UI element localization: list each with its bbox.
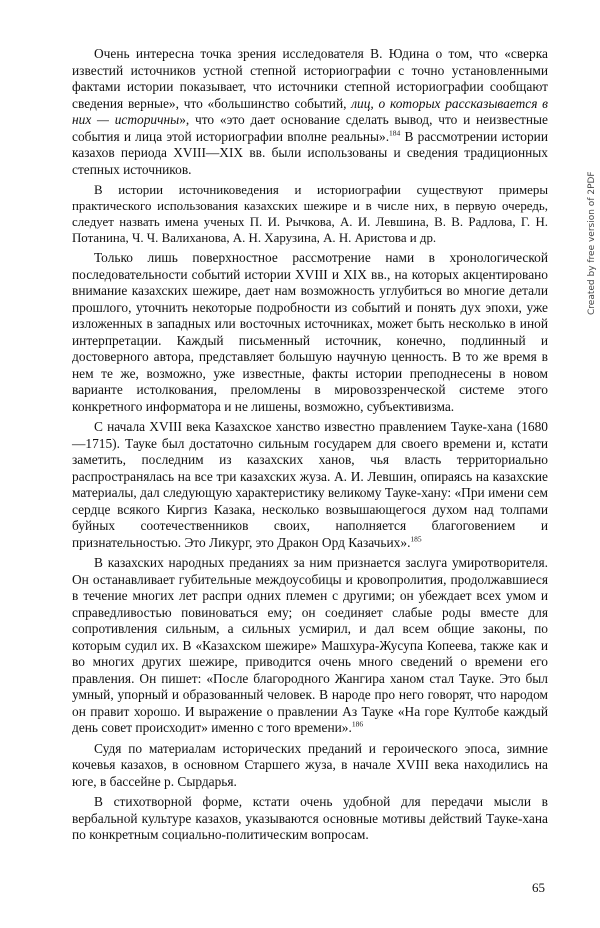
paragraph-2-text: В истории источниковедения и историографии существуют примеры практического использования казахских шежире и в числе них, в первую очередь, следует назвать имена ученых П. И. Рычкова, А. И. Левшина, В. В. Радлова, Г. Н. Потанина, Ч. Ч. Валиханова, А. Н. Харузина, А. Н. Аристова и др. xyxy=(72,183,548,245)
paragraph-2 xyxy=(72,182,548,246)
paragraph-4 xyxy=(72,419,548,551)
paragraph-1-text-c: В рассмотрении истории казахов периода XVIII—XIX вв. были использованы и сведения традиционных степных источников. xyxy=(72,128,548,177)
page-body xyxy=(72,46,548,848)
footnote-ref-186: 186 xyxy=(351,719,364,729)
page-number: 65 xyxy=(532,880,545,895)
paragraph-7 xyxy=(72,794,548,844)
paragraph-3-text: Только лишь поверхностное рассмотрение нами в хронологической последовательности событий истории XVIII и XIX вв., на которых акцентировано внимание казахских шежире, дает нам возможность углубиться во многие детали прошлого, уточнить некоторые подробности из событий и понять дух эпохи, уже изложенных в западных или восточных источниках, может быть несколько в иной интерпретации. Каждый письменный источник, конечно, подлинный и достоверного автора, представляет большую научную ценность. В то же время в нем те же, возможно, уже известные, факты истории преподнесены в новом варианте истолкования, преломлены в мировоззренческой системе этого конкретного информатора и не лишены, возможно, субъективизма. xyxy=(72,250,548,414)
paragraph-1-text-a: Очень интересна точка зрения исследователя В. Юдина о том, что «сверка известий источников устной степной историографии с точно установленными фактами истории показывает, что источники степной историографии сообщают сведения верные», что «большинство событий, xyxy=(72,46,548,111)
paragraph-6 xyxy=(72,741,548,791)
footnote-ref-185: 185 xyxy=(410,534,422,544)
paragraph-4-text: С начала XVIII века Казахское ханство известно правлением Тауке-хана (1680—1715). Тауке был достаточно сильным государем для своего времени и, кстати заметить, последним из казахских ханов, чья власть территориально распространялась на все три казахских жуза. А. И. Левшин, опираясь на казахские материалы, дал следующую характеристику великому Тауке-хану: «При имени сем сердце всякого Киргиз Казака, несколько возвышающегося духом над толпами буйных соотечественников своих, наполняется благоговением и признательностью. Это Ликург, это Дракон Орд Казачьих». xyxy=(72,419,548,550)
paragraph-5-text: В казахских народных преданиях за ним признается заслуга умиротворителя. Он останавливает губительные междоусобицы и кровопролития, продолжавшиеся в течение многих лет распри одних племен с другими; он убеждает всех умом и справедливостью повиноваться ему; он соединяет слабые роды вместе для сопротивления сильным, а сильных усмирил, и дал всем общие законы, по которым судил их. В «Казахском шежире» Машхура-Жусупа Копеева, также как и во многих других шежире, приводится очень много сведений о времени его правления. Он пишет: «После благородного Жангира ханом стал Тауке. Это был умный, упорный и образованный человек. В народе про него говорят, что народом он правит хорошо. И выражение о правлении Аз Тауке «На горе Култобе каждый день совет происходит» именно с того времени». xyxy=(72,555,548,735)
paragraph-6-text: Судя по материалам исторических преданий и героического эпоса, зимние кочевья казахов, в основном Старшего жуза, в начале XVIII века находились на юге, в бассейне р. Сырдарья. xyxy=(72,740,548,789)
side-credit-watermark: Created by free version of 2PDF xyxy=(587,171,597,315)
paragraph-1-text-b: », что «это дает основание сделать вывод, что и неизвестные события и лица этой историографии вполне реальны». xyxy=(72,112,548,144)
paragraph-5 xyxy=(72,555,548,737)
paragraph-1-italic: лиц, о которых рассказывается в них — историчны xyxy=(72,95,548,127)
paragraph-1 xyxy=(72,46,548,178)
paragraph-3 xyxy=(72,250,548,415)
paragraph-7-text: В стихотворной форме, кстати очень удобной для передачи мысли в вербальной культуре казахов, указываются основные мотивы действий Тауке-хана по конкретным социально-политическим вопросам. xyxy=(72,794,548,842)
footnote-ref-184: 184 xyxy=(389,128,401,138)
